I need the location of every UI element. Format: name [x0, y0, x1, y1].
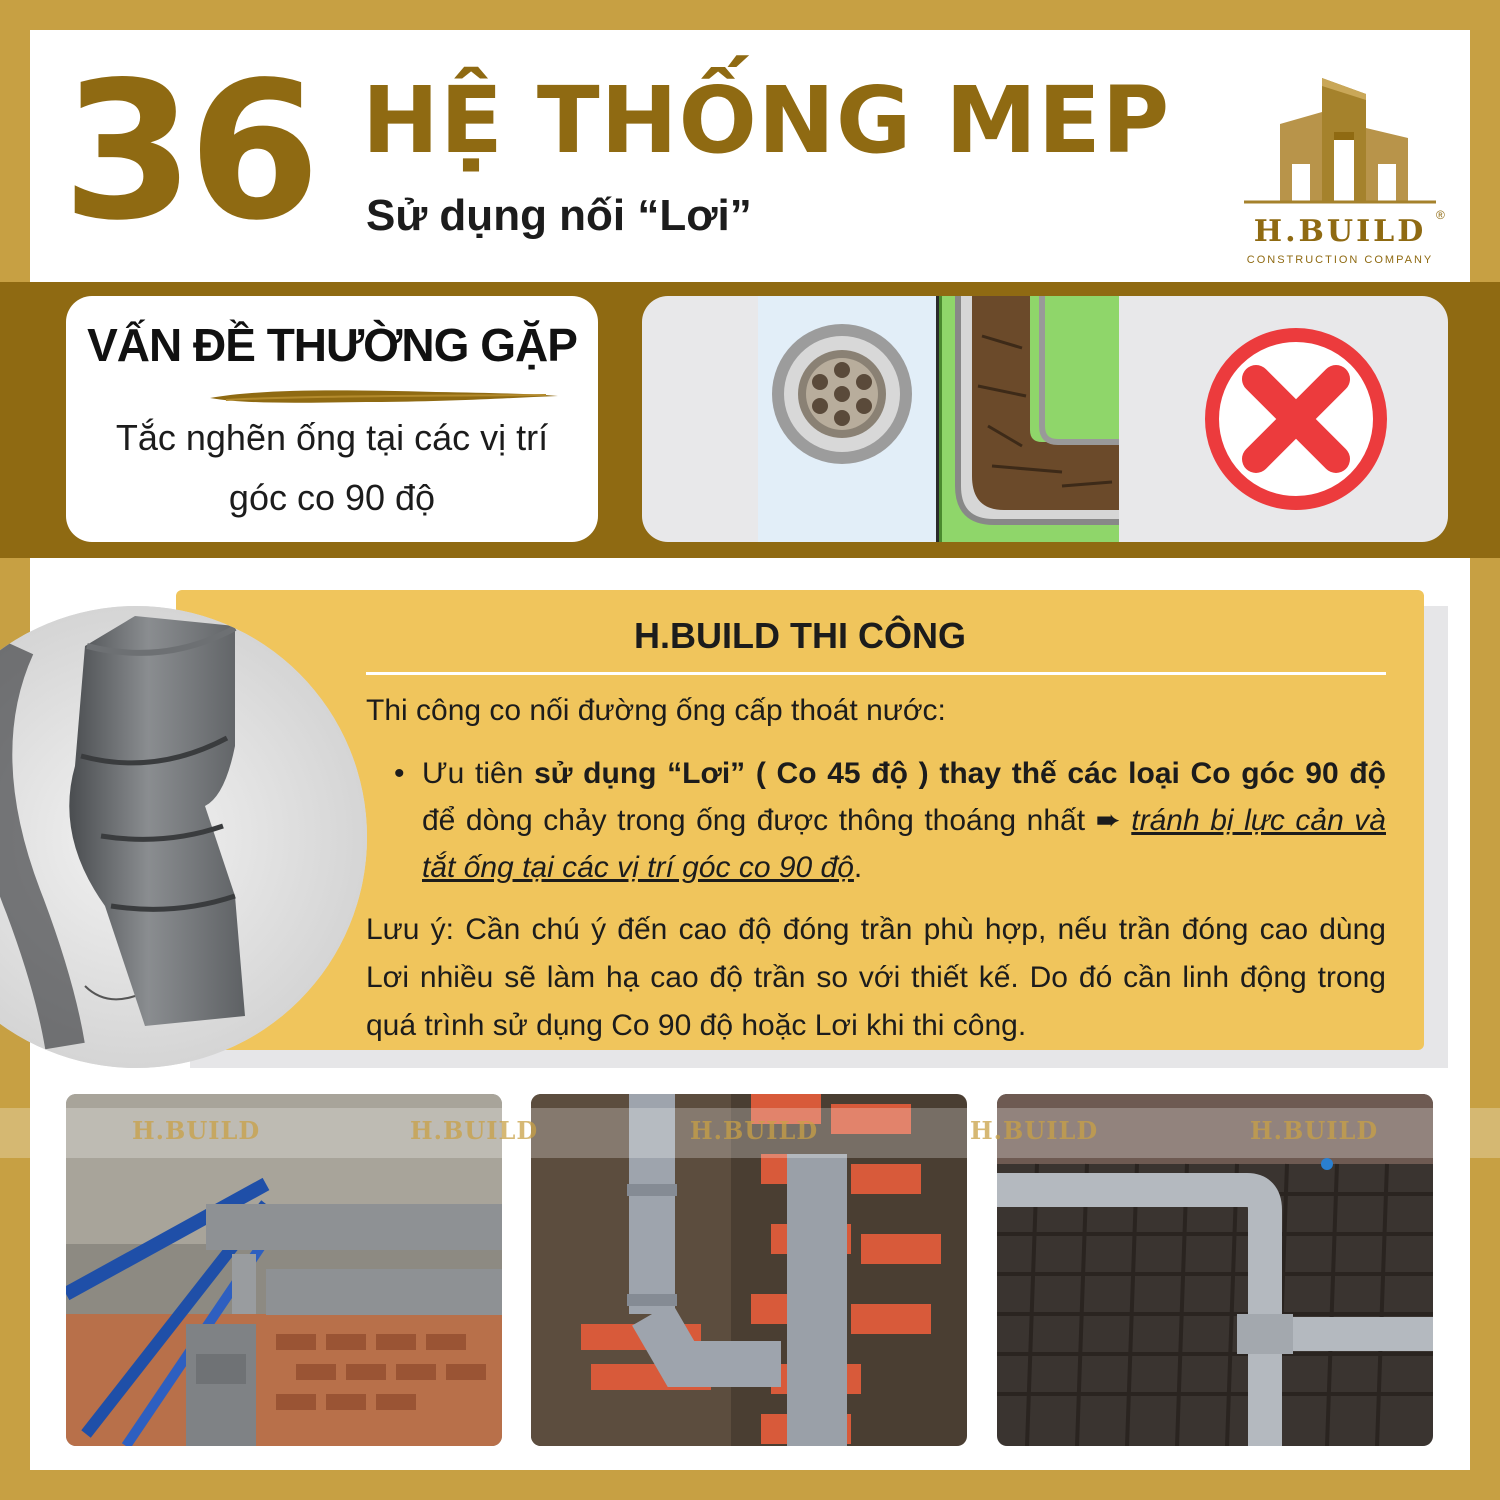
page-subtitle: Sử dụng nối “Lơi” — [366, 191, 752, 240]
watermark: H.BUILD — [690, 1116, 819, 1145]
bullet-end: . — [853, 851, 863, 884]
registered-mark: ® — [1436, 208, 1445, 222]
header — [30, 30, 1470, 280]
clogged-pipe-icon — [939, 296, 1119, 542]
post-number: 36 — [62, 41, 315, 262]
site-photo-1 — [66, 1094, 502, 1446]
problem-line-1: Tắc nghẽn ống tại các vị trí — [115, 417, 549, 458]
site-photo-2 — [531, 1094, 967, 1446]
solution-bullet — [422, 750, 1386, 891]
solution-note: Lưu ý: Cần chú ý đến cao độ đóng trần phù hợp, nếu trần đóng cao dùng Lơi nhiều sẽ làm hạ cao độ trần so với thiết kế. Do đó cần linh động trong quá trình sử dụng Co 90 độ hoặc Lơi khi thi công. — [366, 913, 1386, 1042]
solution-heading: H.BUILD THI CÔNG — [634, 615, 966, 656]
watermark: H.BUILD — [970, 1116, 1099, 1145]
bullet-underlined-text: tránh bị lực cản và tắt ống tại các vị trí góc co 90 độ — [422, 804, 1386, 884]
cross-mark-icon — [1212, 335, 1380, 503]
watermark: H.BUILD — [1250, 1116, 1379, 1145]
drain-icon — [758, 296, 936, 542]
bullet-prefix: Ưu tiên — [422, 757, 535, 790]
site-photo-3 — [997, 1094, 1433, 1446]
problem-line-2: góc co 90 độ — [228, 477, 436, 518]
heading-divider — [366, 672, 1386, 675]
building-logo-icon — [1230, 68, 1450, 208]
logo-name: H.BUILD — [1253, 214, 1427, 249]
bullet-middle: để dòng chảy trong ống được thông thoáng nhất ➨ — [422, 804, 1132, 837]
page-title: HỆ THỐNG MEP — [362, 67, 1171, 174]
bullet-dot: • — [394, 757, 405, 790]
problem-card — [66, 296, 598, 542]
solution-intro: Thi công co nối đường ống cấp thoát nước: — [366, 694, 946, 727]
logo-tagline: CONSTRUCTION COMPANY — [1246, 254, 1434, 266]
problem-illustration — [642, 296, 1448, 542]
watermark: H.BUILD — [132, 1116, 261, 1145]
bullet-bold-text: sử dụng “Lơi” ( Co 45 độ ) thay thế các loại Co góc 90 độ — [534, 757, 1386, 790]
watermark: H.BUILD — [410, 1116, 539, 1145]
hbuild-logo — [1230, 68, 1450, 268]
problem-description — [86, 408, 578, 528]
brush-stroke-divider — [206, 384, 562, 410]
problem-title: VẤN ĐỀ THƯỜNG GẶP — [87, 319, 577, 371]
